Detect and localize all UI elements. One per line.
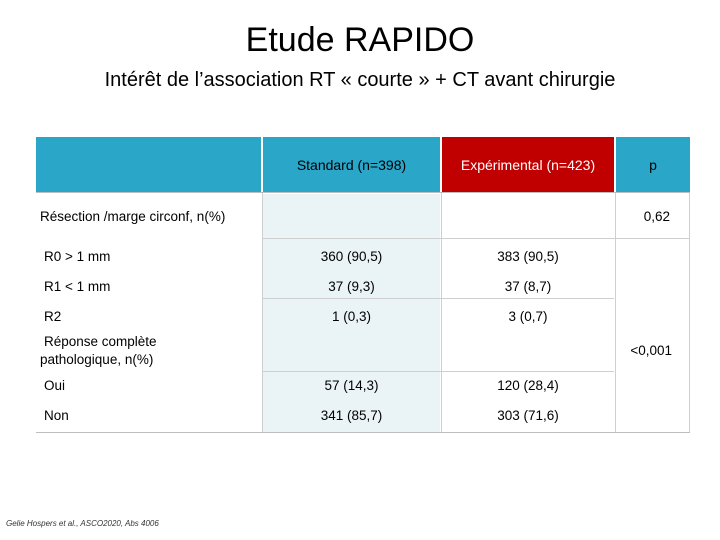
- header-experimental: Expérimental (n=423): [442, 137, 614, 192]
- p-value-response: <0,001: [630, 343, 672, 358]
- cell-experimental-oui: 120 (28,4): [497, 378, 559, 393]
- cell-standard-oui: 57 (14,3): [324, 378, 379, 393]
- grid-line: [615, 192, 616, 433]
- cell-experimental-r1: 37 (8,7): [504, 279, 552, 294]
- section-label-resection: Résection /marge circonf, n(%): [40, 209, 226, 224]
- grid-line: [36, 432, 690, 433]
- row-label-non: Non: [44, 408, 69, 423]
- header-p: p: [616, 137, 690, 192]
- results-table: [36, 137, 690, 433]
- header-standard: Standard (n=398): [263, 137, 440, 192]
- cell-experimental-non: 303 (71,6): [497, 408, 559, 423]
- section-label-response-line1: Réponse complète: [44, 334, 157, 349]
- grid-line: [36, 192, 690, 193]
- cell-standard-r1: 37 (9,3): [328, 279, 375, 294]
- grid-line: [263, 238, 690, 239]
- p-column-bg: [616, 194, 690, 433]
- cell-experimental-r2: 3 (0,7): [508, 309, 548, 324]
- row-label-r1: R1 < 1 mm: [44, 279, 111, 294]
- grid-line: [263, 371, 614, 372]
- section-label-response-line2: pathologique, n(%): [40, 352, 154, 367]
- page-subtitle: Intérêt de l’association RT « courte » + CT avant chirurgie: [104, 69, 616, 91]
- grid-line: [263, 298, 614, 299]
- cell-experimental-r0: 383 (90,5): [497, 249, 559, 264]
- cell-standard-r2: 1 (0,3): [331, 309, 372, 324]
- footnote-citation: Gelie Hospers et al., ASCO2020, Abs 4006: [6, 519, 159, 528]
- grid-line: [689, 192, 690, 433]
- cell-standard-r0: 360 (90,5): [320, 249, 383, 264]
- page-title: Etude RAPIDO: [245, 21, 475, 59]
- header-blank-cell: [36, 137, 261, 192]
- row-label-oui: Oui: [44, 378, 66, 393]
- row-label-r2: R2: [44, 309, 62, 324]
- p-value-resection: 0,62: [643, 209, 670, 224]
- cell-standard-non: 341 (85,7): [320, 408, 383, 423]
- row-label-r0: R0 > 1 mm: [44, 249, 111, 264]
